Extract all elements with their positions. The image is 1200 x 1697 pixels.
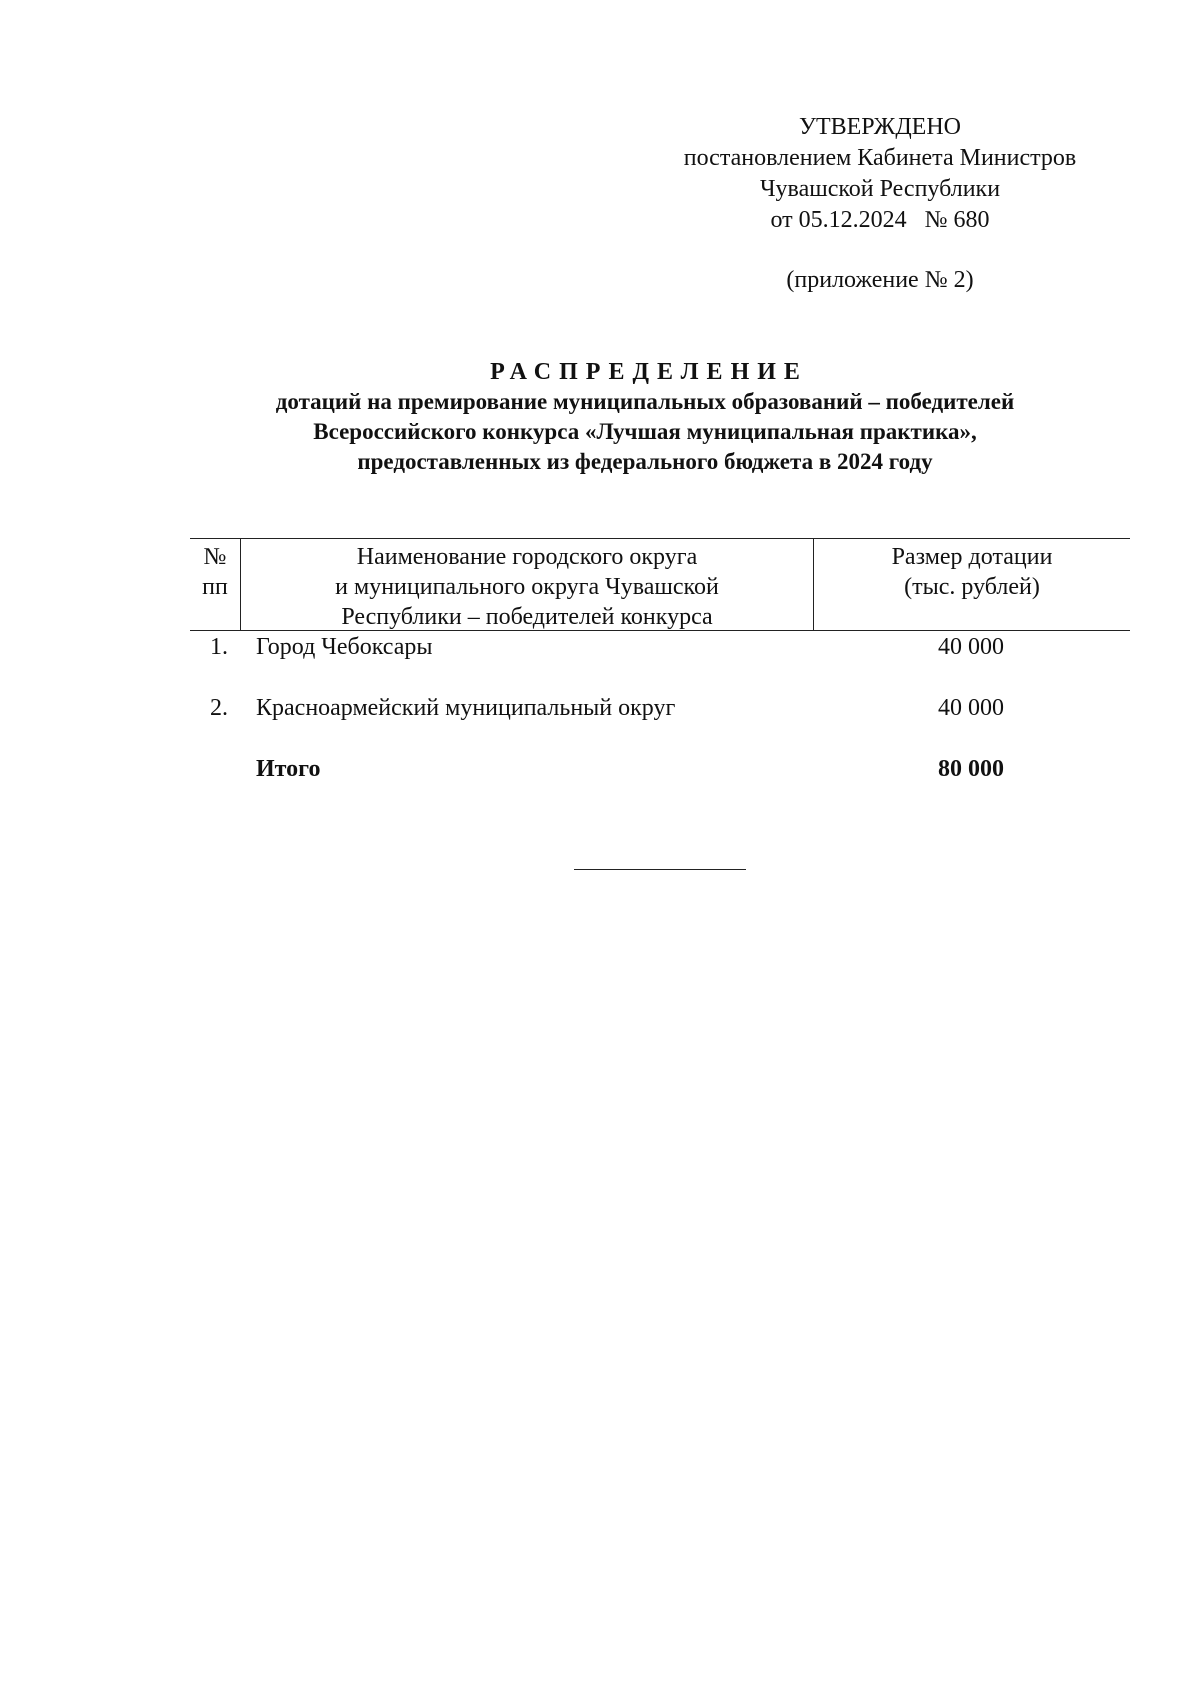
table-header — [190, 538, 1130, 631]
row-name: Красноармейский муниципальный округ — [256, 695, 676, 721]
total-number-empty — [190, 753, 242, 814]
approval-stamp — [660, 112, 1100, 296]
appendix-label: (приложение № 2) — [786, 267, 974, 293]
header-name-line-1: Наименование городского округа — [356, 544, 698, 570]
row-amount: 40 000 — [938, 634, 1004, 660]
header-amount-line-1: Размер дотации — [891, 544, 1053, 570]
header-number-line-2: пп — [202, 574, 228, 600]
row-name: Город Чебоксары — [256, 634, 433, 660]
header-name — [241, 539, 814, 630]
total-amount: 80 000 — [938, 756, 1004, 782]
approval-issuer: постановлением Кабинета Министров — [683, 145, 1077, 171]
total-row — [190, 753, 1130, 814]
title-line-3: предоставленных из федерального бюджета в 2024 году — [357, 449, 933, 474]
header-name-line-2: и муниципального округа Чувашской — [335, 574, 719, 600]
distribution-table — [190, 538, 1130, 814]
document-title — [140, 357, 1150, 477]
header-amount — [814, 539, 1130, 630]
row-number: 2. — [210, 695, 228, 721]
total-label: Итого — [256, 756, 321, 782]
title-line-2: Всероссийского конкурса «Лучшая муниципальная практика», — [313, 419, 977, 444]
header-name-line-3: Республики – победителей конкурса — [341, 604, 713, 630]
approval-republic: Чувашской Республики — [759, 176, 1001, 202]
approval-heading: УТВЕРЖДЕНО — [798, 114, 962, 140]
closing-rule — [574, 869, 746, 870]
row-amount: 40 000 — [938, 695, 1004, 721]
header-number — [190, 539, 241, 630]
table-row — [190, 631, 1130, 692]
title-line-1: дотаций на премирование муниципальных образований – победителей — [275, 389, 1015, 414]
table-row — [190, 692, 1130, 753]
header-number-line-1: № — [203, 544, 227, 570]
approval-date: от 05.12.2024 — [770, 207, 907, 233]
approval-number: № 680 — [924, 207, 990, 233]
title-heading: РАСПРЕДЕЛЕНИЕ — [490, 359, 808, 385]
approval-date-number — [660, 205, 1100, 236]
header-amount-line-2: (тыс. рублей) — [904, 574, 1040, 600]
row-number: 1. — [210, 634, 228, 660]
